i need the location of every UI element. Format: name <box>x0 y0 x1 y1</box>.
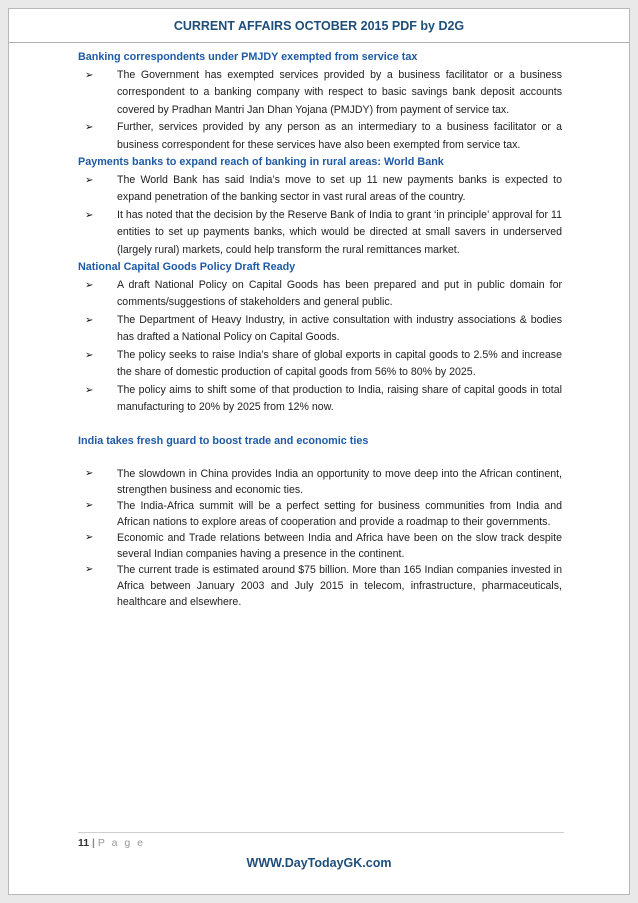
bullet-list <box>78 466 562 610</box>
section-heading-pmjdy: Banking correspondents under PMJDY exempted from service tax <box>78 51 418 63</box>
list-item: ➢ The policy seeks to raise India’s share of global exports in capital goods to 2.5% and increase the share of domestic production of capital goods from 56% to 80% by 2025. <box>85 348 562 378</box>
arrow-bullet-icon: ➢ <box>85 500 94 511</box>
list-item: ➢ The India-Africa summit will be a perfect setting for business communities from India and African nations to explore areas of cooperation and provide a roadmap to their governments. <box>85 500 562 528</box>
list-item: ➢ Further, services provided by any person as an intermediary to a business facilitator or a business correspondent for these services have also been exempted from service tax. <box>85 121 562 151</box>
bullet-list <box>78 67 562 155</box>
page-number-value: 11 <box>78 837 90 849</box>
arrow-bullet-icon: ➢ <box>85 564 94 575</box>
list-item: ➢ The policy aims to shift some of that production to India, raising share of capital goods in total manufacturing to 20% by 2025 from 12% now. <box>85 383 562 413</box>
section-heading-payments-banks: Payments banks to expand reach of banking in rural areas: World Bank <box>78 156 444 168</box>
document-page <box>8 8 630 895</box>
arrow-bullet-icon: ➢ <box>85 384 94 396</box>
footer-divider <box>78 832 564 833</box>
header-divider <box>9 42 629 43</box>
arrow-bullet-icon: ➢ <box>85 279 94 291</box>
page-header-title: CURRENT AFFAIRS OCTOBER 2015 PDF by D2G <box>173 19 465 33</box>
bullet-list <box>78 172 562 260</box>
page-label: P a g e <box>97 837 145 849</box>
arrow-bullet-icon: ➢ <box>85 209 94 221</box>
list-item: ➢ The Government has exempted services provided by a business facilitator or a business correspondent to a banking company with respect to basic savings bank deposit accounts covered by Pradhan Mantri Jan Dhan Yojana (PMJDY) from payment of service tax. <box>85 68 562 116</box>
arrow-bullet-icon: ➢ <box>85 468 94 479</box>
list-item: ➢ The current trade is estimated around $75 billion. More than 165 Indian companies invested in Africa between January 2003 and July 2015 in telecom, infrastructure, pharmaceuticals, healthcare and elsewhere. <box>85 564 562 608</box>
section-heading-capital-goods: National Capital Goods Policy Draft Ready <box>78 261 296 273</box>
arrow-bullet-icon: ➢ <box>85 349 94 361</box>
arrow-bullet-icon: ➢ <box>85 69 94 81</box>
bullet-list <box>78 277 562 417</box>
list-item: ➢ Economic and Trade relations between India and Africa have been on the slow track despite several Indian companies having a presence in the continent. <box>85 532 562 560</box>
arrow-bullet-icon: ➢ <box>85 122 94 133</box>
arrow-bullet-icon: ➢ <box>85 532 94 543</box>
list-item: ➢ The slowdown in China provides India an opportunity to move deep into the African continent, strengthen business and economic ties. <box>85 468 562 496</box>
list-item: ➢ The Department of Heavy Industry, in active consultation with industry associations & bodies has drafted a National Policy on Capital Goods. <box>85 313 562 343</box>
arrow-bullet-icon: ➢ <box>85 174 94 186</box>
page-number <box>78 837 145 849</box>
list-item: ➢ A draft National Policy on Capital Goods has been prepared and put in public domain for comments/suggestions of stakeholders and general public. <box>85 278 562 308</box>
arrow-bullet-icon: ➢ <box>85 314 94 326</box>
page-content <box>78 49 562 610</box>
section-heading-india-africa: India takes fresh guard to boost trade and economic ties <box>78 434 369 447</box>
footer-website-link[interactable]: WWW.DayTodayGK.com <box>246 856 392 870</box>
list-item: ➢ The World Bank has said India’s move to set up 11 new payments banks is expected to expand penetration of the banking sector in vast rural areas of the country. <box>85 173 562 203</box>
page-number-separator: | <box>92 837 95 849</box>
list-item: ➢ It has noted that the decision by the Reserve Bank of India to grant ‘in principle’ approval for 11 entities to set up payments banks, which would be directed at small savers in underserved (largely rural) markets, could help transform the rural remittances market. <box>85 208 562 256</box>
